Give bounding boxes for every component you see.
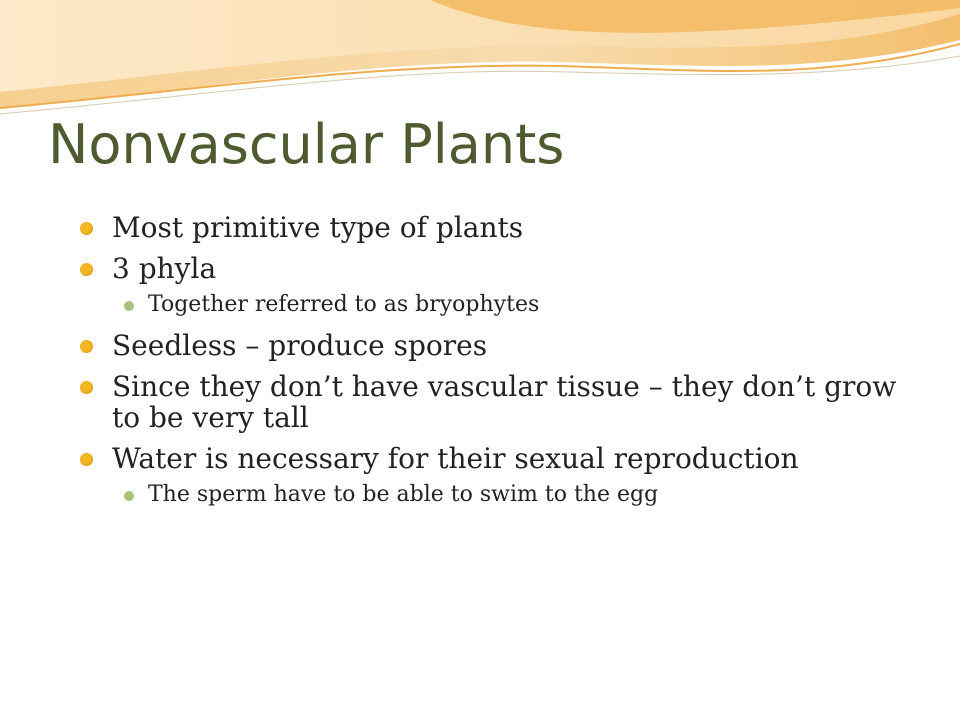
bullet-item — [80, 443, 920, 474]
bullet-text: Since they don’t have vascular tissue – they don’t grow to be very tall — [112, 370, 897, 434]
bullet-item — [80, 330, 920, 361]
bullet-dot-icon — [80, 263, 93, 276]
bullet-item — [80, 212, 920, 243]
sub-bullet-text: Together referred to as bryophytes — [148, 292, 540, 317]
bullet-text: Most primitive type of plants — [112, 211, 524, 244]
bullet-item — [80, 371, 920, 433]
bullet-text: Water is necessary for their sexual reproduction — [112, 442, 799, 475]
bullet-dot-icon — [80, 453, 93, 466]
slide-title: Nonvascular Plants — [48, 113, 565, 176]
bullet-dot-icon — [80, 222, 93, 235]
sub-bullet-item — [80, 482, 920, 508]
sub-bullet-dot-icon — [124, 491, 134, 501]
bullet-list — [80, 212, 920, 520]
decorative-banner — [0, 0, 960, 130]
bullet-dot-icon — [80, 381, 93, 394]
bullet-text: Seedless – produce spores — [112, 329, 488, 362]
sub-bullet-item — [80, 292, 920, 318]
bullet-item — [80, 253, 920, 284]
sub-bullet-text: The sperm have to be able to swim to the egg — [148, 482, 659, 507]
bullet-text: 3 phyla — [112, 252, 217, 285]
bullet-dot-icon — [80, 340, 93, 353]
sub-bullet-dot-icon — [124, 301, 134, 311]
